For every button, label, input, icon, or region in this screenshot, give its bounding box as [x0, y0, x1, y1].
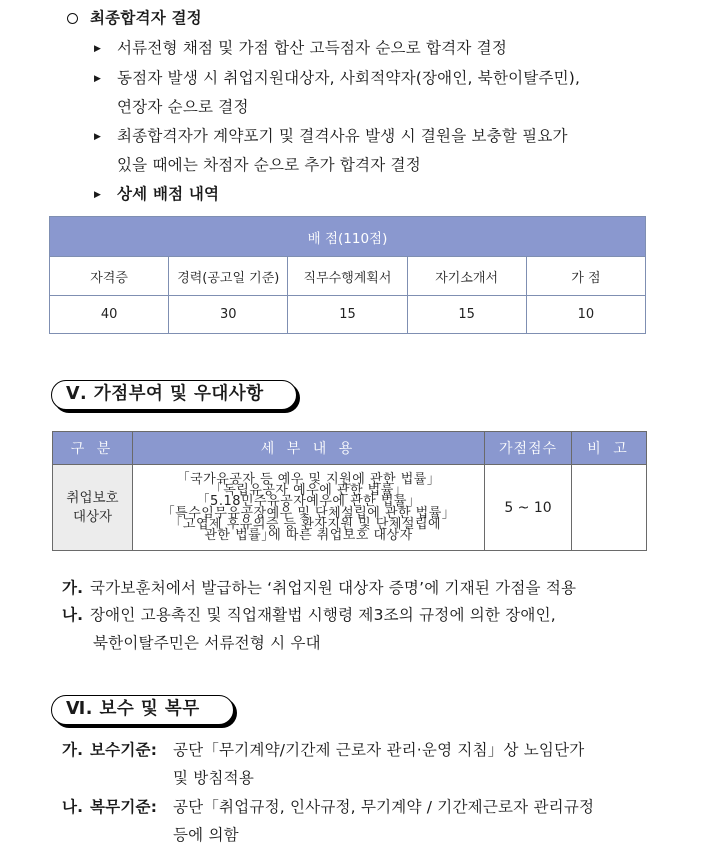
triangle-bullet-icon: ▶	[94, 44, 101, 54]
note-text: 장애인 고용촉진 및 직업재활법 시행령 제3조의 규정에 의한 장애인,	[90, 606, 556, 624]
item-label: 보수기준:	[90, 741, 158, 759]
bonus-col-header: 구 분	[53, 432, 133, 465]
score-col-header: 가 점	[526, 257, 645, 296]
score-col-header: 직무수행계획서	[288, 257, 407, 296]
bonus-col-header: 가점점수	[485, 432, 572, 465]
triangle-bullet-icon: ▶	[94, 132, 101, 142]
bullet-text: 서류전형 채점 및 가점 합산 고득점자 순으로 합격자 결정	[117, 39, 507, 57]
bonus-score: 5 ~ 10	[485, 465, 572, 551]
row-label-line: 대상자	[72, 508, 113, 525]
item-text-cont: 및 방침적용	[173, 769, 254, 787]
score-value: 15	[407, 296, 526, 334]
law-line: ｢국가유공자 등 예우 및 지원에 관한 법률｣	[183, 471, 434, 487]
circle-bullet-icon	[67, 13, 78, 24]
score-col-header: 경력(공고일 기준)	[169, 257, 288, 296]
final-section-title: 최종합격자 결정	[90, 9, 202, 27]
row-label-line: 취업보호	[66, 489, 119, 506]
note-text-cont: 북한이탈주민은 서류전형 시 우대	[93, 634, 321, 652]
score-value: 40	[50, 296, 169, 334]
law-line: ｢5.18민주유공자예우에 관한 법률｣	[203, 494, 414, 510]
item-mark: 나.	[62, 798, 84, 816]
note-text: 국가보훈처에서 발급하는 ‘취업지원 대상자 증명’에 기재된 가점을 적용	[90, 579, 577, 597]
law-line: 관한 법률｣에 따른 취업보호 대상자	[204, 527, 413, 543]
law-line: ｢고엽제 후유의증 등 환자지원 및 단체설립에	[175, 516, 442, 532]
score-col-header: 자격증	[50, 257, 169, 296]
bonus-row-label	[53, 465, 133, 551]
bullet-text-bold: 상세 배점 내역	[117, 185, 220, 203]
law-line: ｢독립유공자 예우에 관한 법률｣	[216, 483, 401, 499]
note-mark: 가.	[62, 579, 84, 597]
item-text: 공단「취업규정, 인사규정, 무기계약 / 기간제근로자 관리규정	[173, 798, 595, 816]
score-value: 10	[526, 296, 645, 334]
bullet-text: 최종합격자가 계약포기 및 결격사유 발생 시 결원을 보충할 필요가	[117, 127, 568, 145]
bullet-text-cont: 있을 때에는 차점자 순으로 추가 합격자 결정	[117, 156, 421, 174]
score-value: 15	[288, 296, 407, 334]
triangle-bullet-icon: ▶	[94, 190, 101, 200]
triangle-bullet-icon: ▶	[94, 74, 101, 84]
score-table-header: 배 점(110점)	[50, 217, 646, 257]
score-col-header: 자기소개서	[407, 257, 526, 296]
section5-heading: Ⅴ. 가점부여 및 우대사항	[51, 380, 297, 410]
item-text-cont: 등에 의함	[173, 826, 239, 844]
bonus-col-header: 세 부 내 용	[133, 432, 485, 465]
item-text: 공단「무기계약/기간제 근로자 관리·운영 지침」상 노임단가	[173, 741, 585, 759]
score-table	[49, 216, 646, 334]
item-mark: 가.	[62, 741, 84, 759]
note-mark: 나.	[62, 606, 84, 624]
score-value: 30	[169, 296, 288, 334]
item-label: 복무기준:	[90, 798, 158, 816]
bonus-note	[572, 465, 647, 551]
bonus-table	[52, 431, 647, 551]
bullet-text-cont: 연장자 순으로 결정	[117, 98, 249, 116]
bonus-laws	[133, 465, 485, 551]
bullet-text: 동점자 발생 시 취업지원대상자, 사회적약자(장애인, 북한이탈주민),	[117, 69, 581, 87]
bonus-col-header: 비 고	[572, 432, 647, 465]
section6-heading: Ⅵ. 보수 및 복무	[51, 695, 234, 725]
law-line: ｢특수임무유공장예우 및 단체설립에 관한 법률｣	[168, 505, 449, 521]
